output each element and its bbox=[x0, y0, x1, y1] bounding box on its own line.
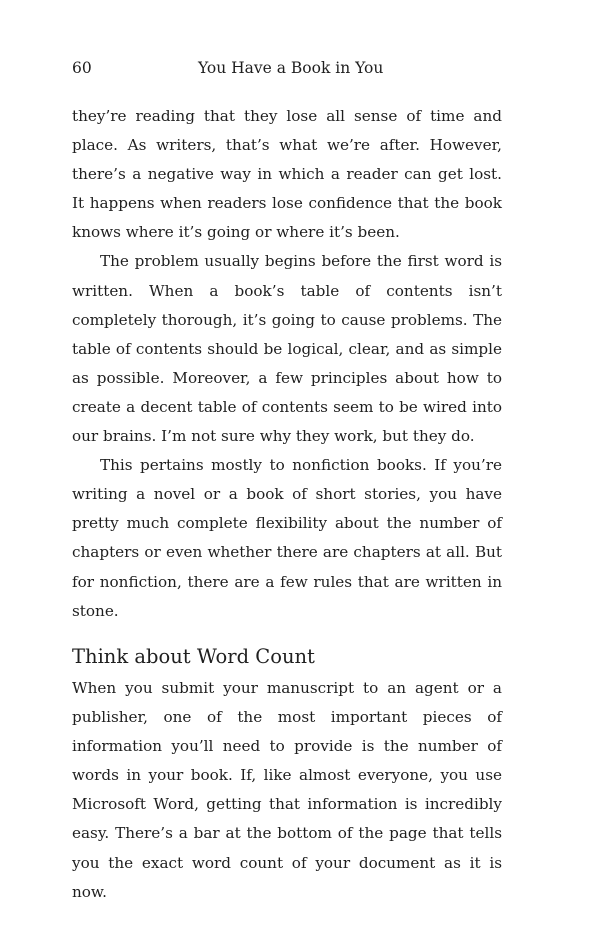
paragraph-table-of-contents: The problem usually begins before the first word is written. When a book’s table of contents isn’t completely thorough, it’s going to cause problems. The table of contents should be logical, clear, and as simple as possible. Moreover, a few principles about how to create a decent table of contents seem to be wired into our brains. I’m not sure why they work, but they do. bbox=[72, 252, 502, 446]
running-head bbox=[72, 56, 502, 80]
section-heading: Think about Word Count bbox=[72, 645, 315, 668]
page-number: 60 bbox=[72, 59, 92, 77]
section-body bbox=[72, 674, 502, 907]
paragraph-word-count: When you submit your manuscript to an agent or a publisher, one of the most important pieces of information you’ll need to provide is the number of words in your book. If, like almost everyone, you use Microsoft Word, getting that information is incredibly easy. There’s a bar at the bottom of the page that tells you the exact word count of your document as it is now. bbox=[72, 679, 502, 901]
book-title: You Have a Book in You bbox=[198, 59, 384, 77]
body-text bbox=[72, 102, 502, 626]
paragraph-continued: they’re reading that they lose all sense of time and place. As writers, that’s what we’re after. However, there’s a negative way in which a reader can get lost. It happens when readers lose confidence that the book knows where it’s going or where it’s been. bbox=[72, 107, 502, 242]
paragraph-nonfiction: This pertains mostly to nonfiction books. If you’re writing a novel or a book of short stories, you have pretty much complete flexibility about the number of chapters or even whether there are chapters at all. But for nonfiction, there are a few rules that are written in stone. bbox=[72, 456, 502, 620]
